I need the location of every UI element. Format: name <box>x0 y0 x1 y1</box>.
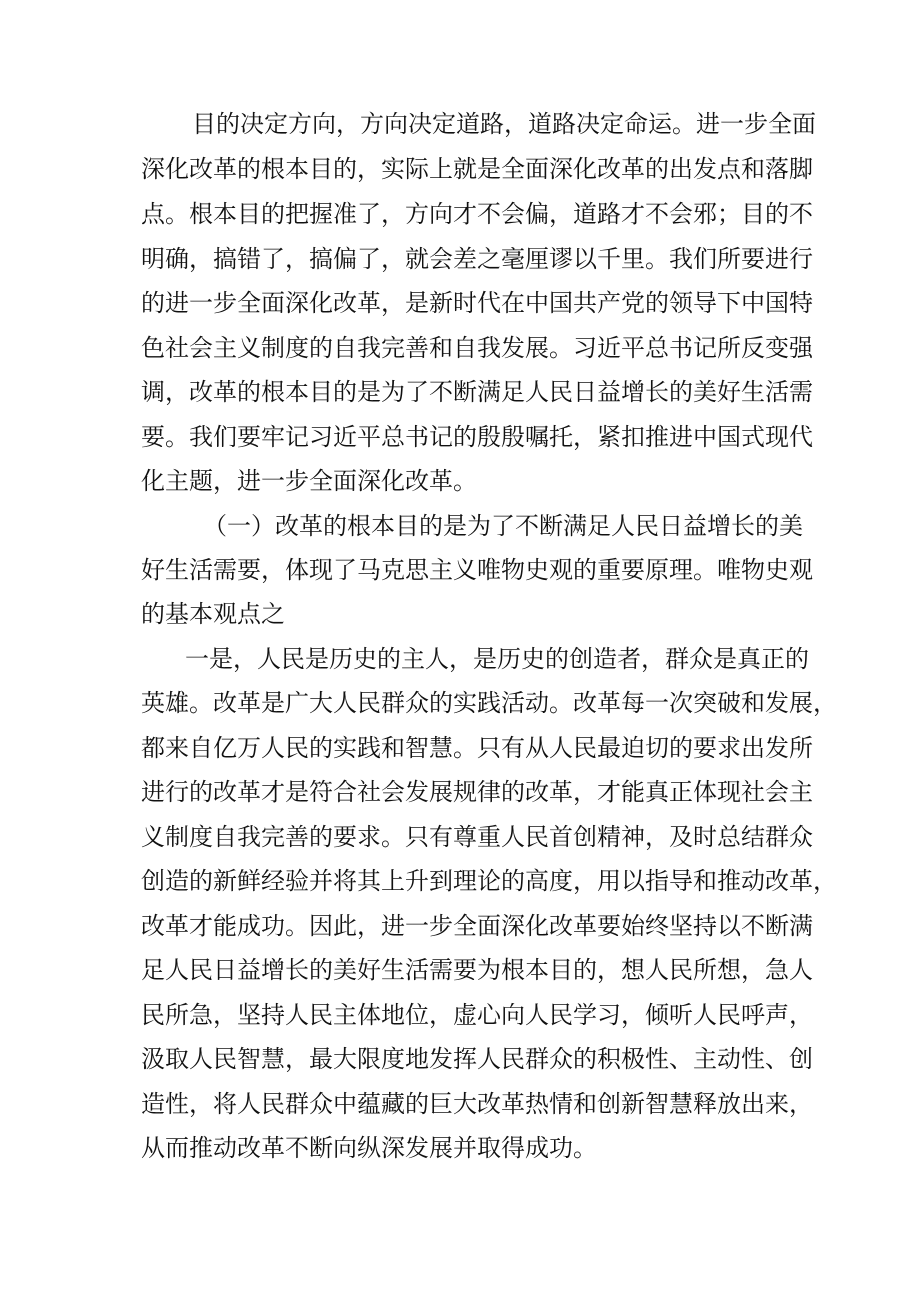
paragraph-3-line-9: 民所急，坚持人民主体地位，虚心向人民学习，倾听人民呼声， <box>141 1001 813 1029</box>
paragraph-3-line-11: 造性，将人民群众中蕴藏的巨大改革热情和创新智慧释放出来， <box>141 1090 813 1118</box>
paragraph-3-line-12: 从而推动改革不断向纵深发展并取得成功。 <box>141 1134 597 1162</box>
paragraph-2-line-3: 的基本观点之 <box>141 600 285 628</box>
paragraph-1-line-5: 的进一步全面深化改革，是新时代在中国共产党的领导下中国特 <box>141 289 813 317</box>
paragraph-3-line-2: 英雄。改革是广大人民群众的实践活动。改革每一次突破和发展， <box>141 689 837 717</box>
paragraph-3-line-3: 都来自亿万人民的实践和智慧。只有从人民最迫切的要求出发所 <box>141 734 813 762</box>
paragraph-1-line-7: 调，改革的根本目的是为了不断满足人民日益增长的美好生活需 <box>141 378 813 406</box>
paragraph-1-line-9: 化主题，进一步全面深化改革。 <box>141 467 477 495</box>
paragraph-1-line-4: 明确，搞错了，搞偏了，就会差之毫厘谬以千里。我们所要进行 <box>141 245 813 273</box>
paragraph-3-line-4: 进行的改革才是符合社会发展规律的改革，才能真正体现社会主 <box>141 778 813 806</box>
paragraph-3-line-1: 一是，人民是历史的主人，是历史的创造者，群众是真正的 <box>185 645 809 673</box>
paragraph-1-line-1: 目的决定方向，方向决定道路，道路决定命运。进一步全面 <box>192 110 816 138</box>
paragraph-3-line-8: 足人民日益增长的美好生活需要为根本目的，想人民所想，急人 <box>141 956 813 984</box>
paragraph-3-line-10: 汲取人民智慧，最大限度地发挥人民群众的积极性、主动性、创 <box>141 1045 813 1073</box>
paragraph-1-line-8: 要。我们要牢记习近平总书记的殷殷嘱托，紧扣推进中国式现代 <box>141 423 813 451</box>
paragraph-3-line-7: 改革才能成功。因此，进一步全面深化改革要始终坚持以不断满 <box>141 912 813 940</box>
paragraph-2-line-1: （一）改革的根本目的是为了不断满足人民日益增长的美 <box>203 512 803 540</box>
paragraph-2-line-2: 好生活需要，体现了马克思主义唯物史观的重要原理。唯物史观 <box>141 556 813 584</box>
paragraph-1-line-3: 点。根本目的把握准了，方向才不会偏，道路才不会邪；目的不 <box>141 200 813 228</box>
paragraph-1-line-6: 色社会主义制度的自我完善和自我发展。习近平总书记所反变强 <box>141 334 813 362</box>
paragraph-1-line-2: 深化改革的根本目的，实际上就是全面深化改革的出发点和落脚 <box>141 155 813 183</box>
paragraph-3-line-5: 义制度自我完善的要求。只有尊重人民首创精神，及时总结群众 <box>141 823 813 851</box>
paragraph-3-line-6: 创造的新鲜经验并将其上升到理论的高度，用以指导和推动改革， <box>141 867 837 895</box>
